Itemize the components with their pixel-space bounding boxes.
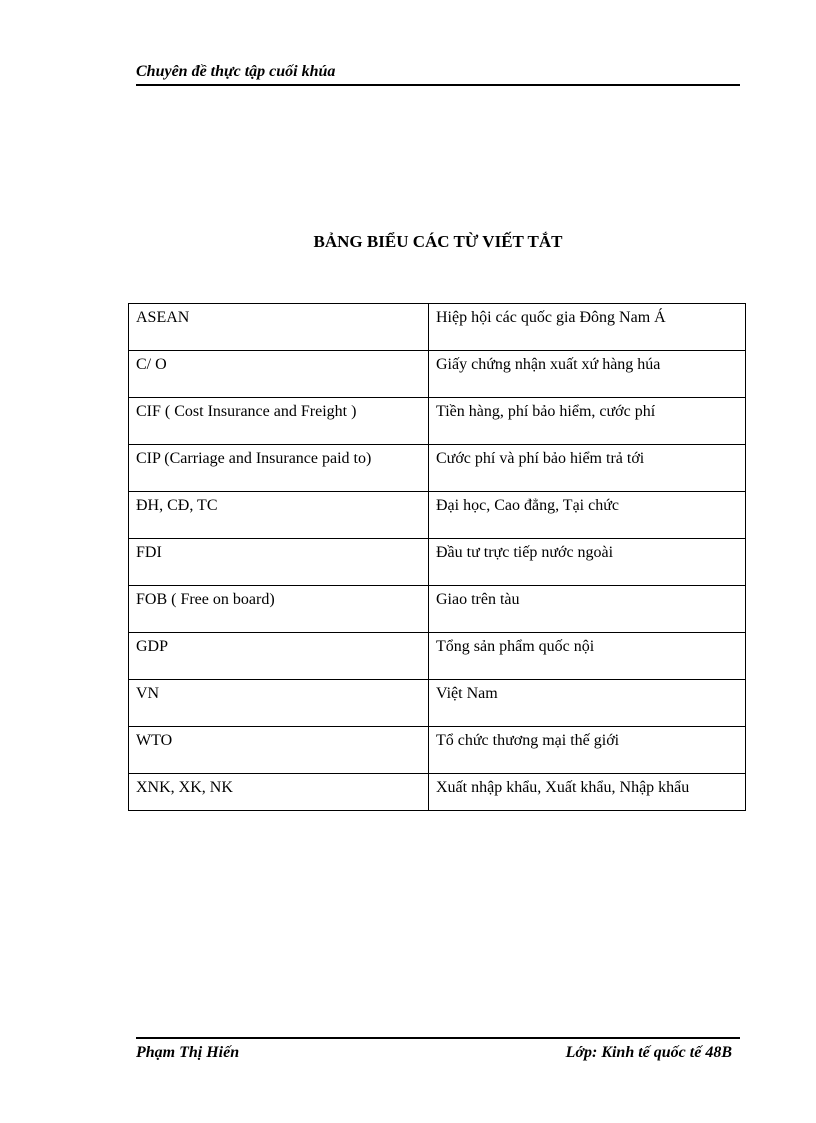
abbreviation-cell: FOB ( Free on board): [129, 586, 429, 633]
abbreviation-table: [128, 303, 746, 811]
table-row: [129, 304, 746, 351]
table-row: [129, 539, 746, 586]
page-footer: [136, 1037, 740, 1067]
meaning-cell: Giao trên tàu: [429, 586, 746, 633]
meaning-cell: Giấy chứng nhận xuất xứ hàng húa: [429, 351, 746, 398]
abbreviation-cell: WTO: [129, 727, 429, 774]
document-title: BẢNG BIỂU CÁC TỪ VIẾT TẮT: [313, 232, 563, 251]
table-row: [129, 727, 746, 774]
table-row: [129, 680, 746, 727]
table-row: [129, 586, 746, 633]
meaning-cell: Tổ chức thương mại thế giới: [429, 727, 746, 774]
table-row: [129, 351, 746, 398]
abbreviation-cell: VN: [129, 680, 429, 727]
meaning-cell: Xuất nhập khẩu, Xuất khẩu, Nhập khẩu: [429, 774, 746, 811]
header-text: Chuyên đề thực tập cuối khúa: [136, 63, 336, 80]
abbreviation-cell: CIP (Carriage and Insurance paid to): [129, 445, 429, 492]
abbreviation-cell: GDP: [129, 633, 429, 680]
footer-class: Lớp: Kinh tế quốc tế 48B: [565, 1044, 732, 1061]
page-header: [136, 62, 740, 82]
meaning-cell: Đầu tư trực tiếp nước ngoài: [429, 539, 746, 586]
meaning-cell: Cước phí và phí bảo hiểm trả tới: [429, 445, 746, 492]
footer-author: Phạm Thị Hiến: [136, 1044, 240, 1061]
meaning-cell: Tiền hàng, phí bảo hiểm, cước phí: [429, 398, 746, 445]
abbreviation-cell: FDI: [129, 539, 429, 586]
header-rule: [136, 84, 740, 86]
abbreviation-cell: ĐH, CĐ, TC: [129, 492, 429, 539]
table-row: [129, 774, 746, 811]
table-row: [129, 398, 746, 445]
table-row: [129, 633, 746, 680]
abbreviation-cell: XNK, XK, NK: [129, 774, 429, 811]
meaning-cell: Hiệp hội các quốc gia Đông Nam Á: [429, 304, 746, 351]
abbreviation-cell: CIF ( Cost Insurance and Freight ): [129, 398, 429, 445]
meaning-cell: Tổng sản phẩm quốc nội: [429, 633, 746, 680]
table-row: [129, 445, 746, 492]
meaning-cell: Đại học, Cao đẳng, Tại chức: [429, 492, 746, 539]
abbreviation-cell: ASEAN: [129, 304, 429, 351]
footer-rule: [136, 1037, 740, 1039]
abbreviation-cell: C/ O: [129, 351, 429, 398]
meaning-cell: Việt Nam: [429, 680, 746, 727]
table-row: [129, 492, 746, 539]
